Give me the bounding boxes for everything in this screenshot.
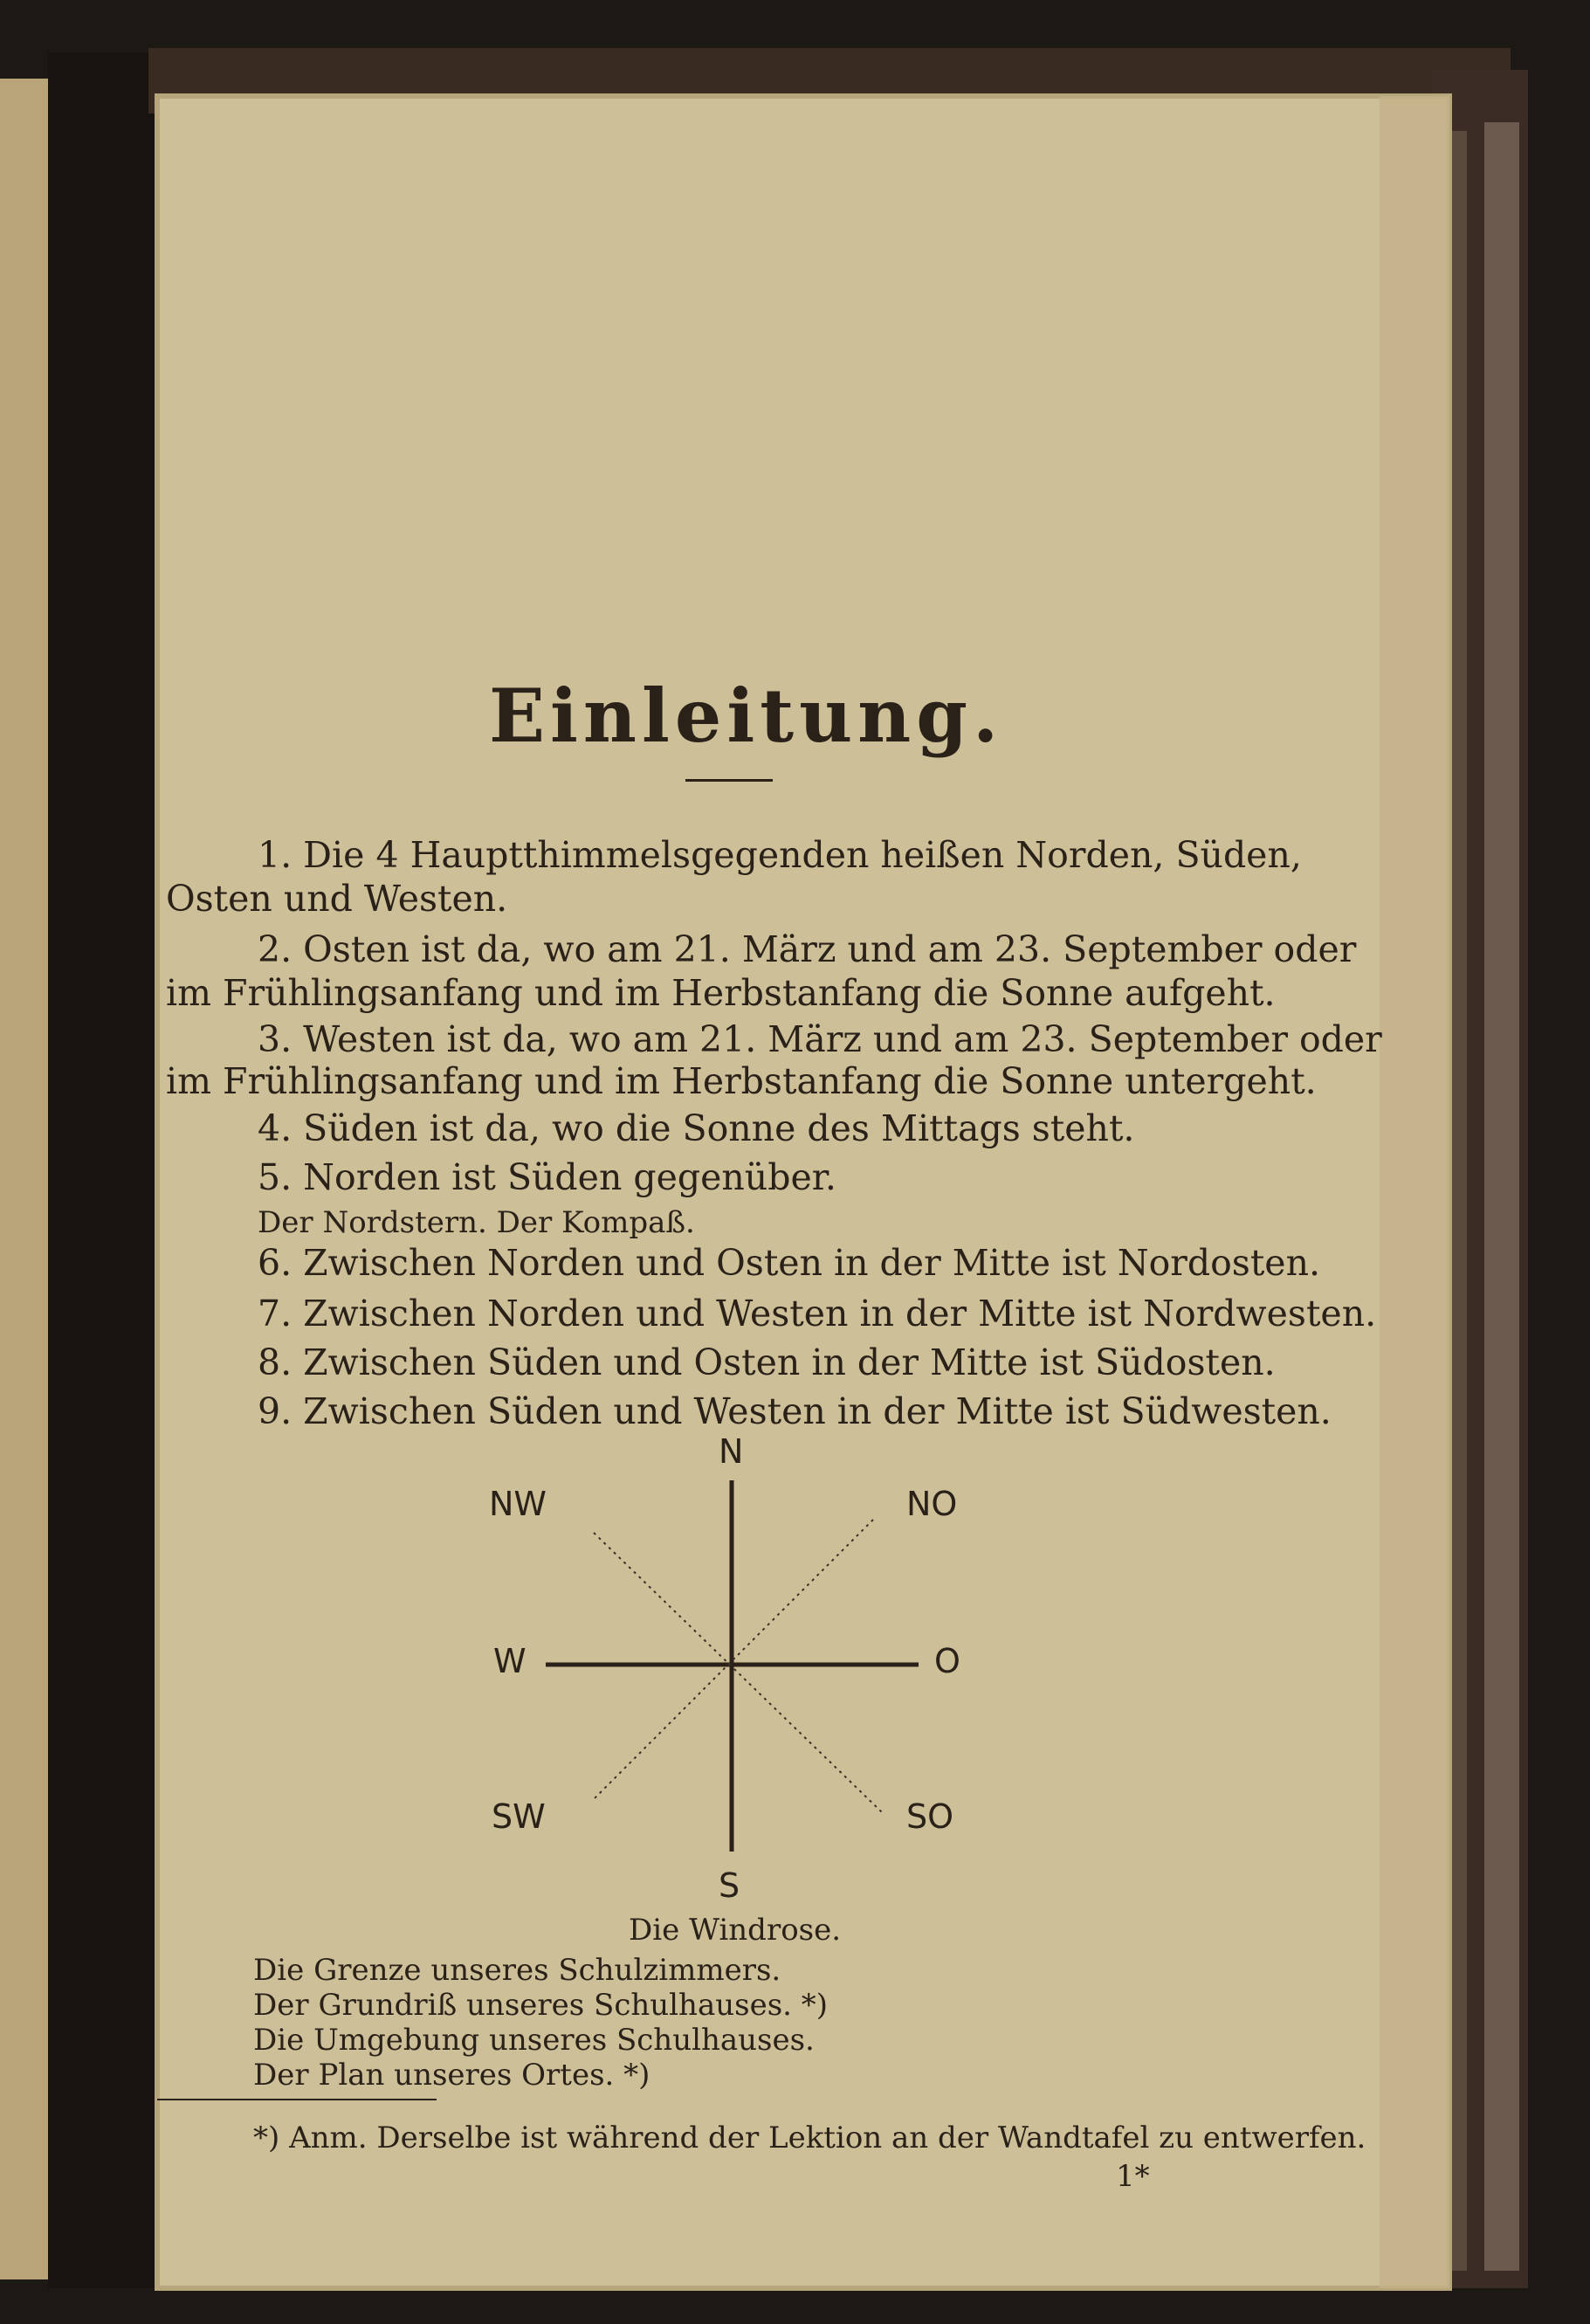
paragraph-3-line-2: im Frühlingsanfang und im Herbstanfang die Sonne untergeht. [166, 1060, 1317, 1102]
paragraph-1-line-1: 1. Die 4 Hauptthimmelsgegenden heißen Norden, Süden, [258, 834, 1302, 876]
paragraph-9: 9. Zwischen Süden und Westen in der Mitte ist Südwesten. [258, 1390, 1332, 1432]
paragraph-4: 4. Süden ist da, wo die Sonne des Mittags steht. [258, 1107, 1135, 1149]
page-signature-mark: 1* [1116, 2159, 1150, 2194]
footnote: *) Anm. Derselbe ist während der Lektion an der Wandtafel zu entwerfen. [253, 2121, 1366, 2155]
paragraph-3-line-1: 3. Westen ist da, wo am 21. März und am 23. September oder [258, 1018, 1382, 1060]
diagonal-nw-so [594, 1533, 882, 1812]
note-line: Der Nordstern. Der Kompaß. [258, 1205, 695, 1240]
paragraph-8: 8. Zwischen Süden und Osten in der Mitte ist Südosten. [258, 1341, 1276, 1383]
compass-label-south: S [719, 1866, 740, 1905]
page-title: Einleitung. [489, 672, 1004, 759]
paragraph-5: 5. Norden ist Süden gegenüber. [258, 1156, 836, 1198]
topic-item-2: Der Grundriß unseres Schulhauses. *) [253, 1988, 829, 2023]
topic-item-3: Die Umgebung unseres Schulhauses. [253, 2023, 815, 2058]
topic-item-4: Der Plan unseres Ortes. *) [253, 2058, 650, 2093]
compass-label-west: W [493, 1642, 527, 1680]
compass-label-northeast: NO [906, 1485, 958, 1523]
compass-caption: Die Windrose. [629, 1913, 842, 1948]
paragraph-6: 6. Zwischen Norden und Osten in der Mitte ist Nordosten. [258, 1242, 1321, 1284]
compass-label-east: O [934, 1642, 960, 1680]
paragraph-1-line-2: Osten und Westen. [166, 878, 508, 920]
paragraph-2-line-1: 2. Osten ist da, wo am 21. März und am 23. September oder [258, 928, 1357, 970]
topic-item-1: Die Grenze unseres Schulzimmers. [253, 1953, 781, 1988]
compass-label-northwest: NW [489, 1485, 547, 1523]
compass-label-southeast: SO [906, 1797, 954, 1836]
compass-label-north: N [719, 1432, 744, 1471]
paragraph-2-line-2: im Frühlingsanfang und im Herbstanfang die Sonne aufgeht. [166, 972, 1276, 1014]
paragraph-7: 7. Zwischen Norden und Westen in der Mitte ist Nordwesten. [258, 1293, 1377, 1334]
compass-label-southwest: SW [492, 1797, 546, 1836]
footnote-rule [157, 2099, 437, 2100]
